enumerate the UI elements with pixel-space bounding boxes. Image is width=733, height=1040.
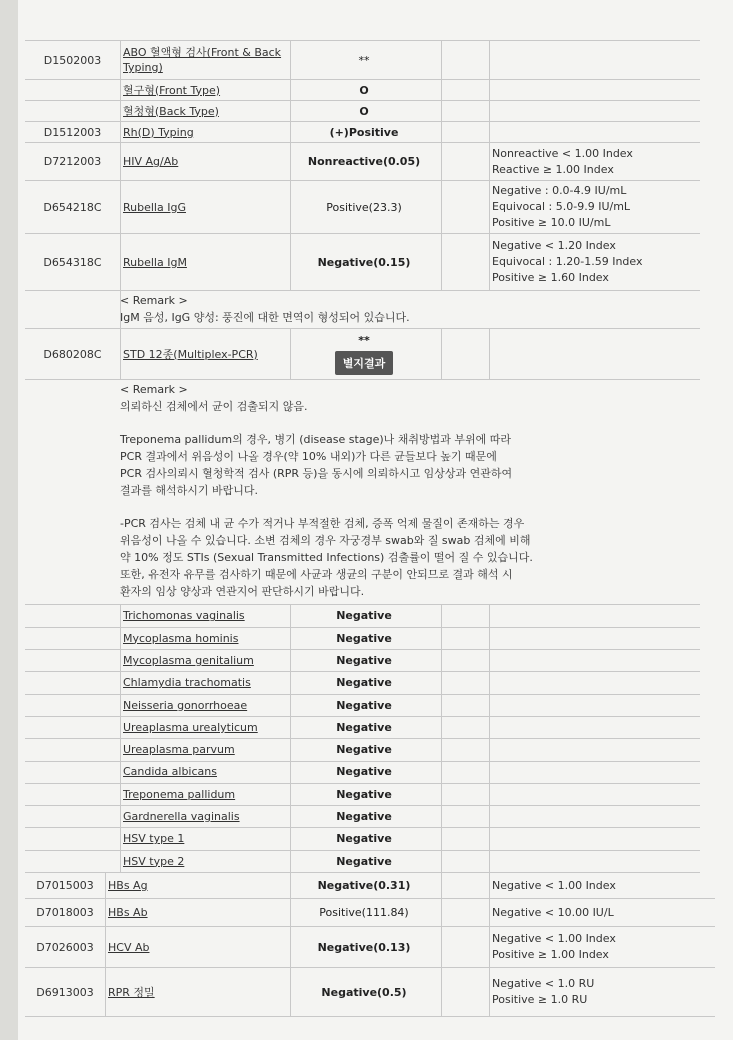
table-row (25, 41, 700, 80)
organism-result: Negative (287, 650, 442, 672)
organism-name[interactable]: Chlamydia trachomatis (123, 676, 251, 690)
test-result: ** (287, 41, 442, 79)
test-result: Nonreactive(0.05) (287, 143, 442, 180)
test-result: Positive(23.3) (287, 181, 442, 233)
reference-range: Negative < 10.00 IU/L (492, 905, 614, 919)
test-result: Negative(0.13) (287, 927, 442, 967)
organism-row (25, 627, 700, 650)
test-code: D7212003 (25, 143, 121, 180)
table-row (25, 101, 700, 122)
test-code: D7015003 (25, 873, 106, 898)
organism-row (25, 761, 700, 784)
organism-row (25, 605, 700, 628)
table-row (25, 899, 715, 927)
test-result: Negative(0.31) (287, 873, 442, 898)
test-result: ** (358, 333, 370, 347)
organism-result: Negative (287, 806, 442, 828)
organism-result: Negative (287, 739, 442, 761)
organism-result: Negative (287, 672, 442, 694)
remark-rubella: < Remark > IgM 음성, IgG 양성: 풍진에 대한 면역이 형성되어 있습니다. (120, 294, 410, 324)
test-name[interactable]: HBs Ab (108, 906, 148, 919)
organism-name[interactable]: Mycoplasma genitalium (123, 653, 254, 667)
reference-range: Negative : 0.0-4.9 IU/mL Equivocal : 5.0-9.9 IU/mL Positive ≥ 10.0 IU/mL (492, 184, 631, 229)
table-row (25, 143, 700, 181)
organism-name[interactable]: Neisseria gonorrhoeae (123, 698, 248, 712)
test-name[interactable]: HIV Ag/Ab (123, 155, 179, 168)
organism-result: Negative (287, 850, 442, 872)
table-row (25, 329, 700, 380)
organism-result: Negative (287, 627, 442, 649)
test-code: D1512003 (25, 122, 121, 142)
test-code (25, 80, 121, 100)
reference-range: Negative < 1.20 Index Equivocal : 1.20-1.59 Index Positive ≥ 1.60 Index (492, 239, 643, 284)
reference-range: Negative < 1.0 RU Positive ≥ 1.0 RU (492, 977, 595, 1006)
test-code: D654218C (25, 181, 121, 233)
table-row (25, 234, 700, 291)
organism-name[interactable]: Mycoplasma hominis (123, 631, 239, 645)
test-code: D680208C (25, 329, 121, 379)
organism-name[interactable]: Gardnerella vaginalis (123, 810, 240, 824)
test-result: Positive(111.84) (287, 899, 442, 926)
test-name[interactable]: RPR 정밀 (108, 985, 155, 999)
test-result: O (287, 101, 442, 121)
organism-row (25, 717, 700, 740)
reference-range: Nonreactive < 1.00 Index Reactive ≥ 1.00 Index (492, 146, 633, 176)
test-name[interactable]: 혈구형(Front Type) (123, 83, 221, 97)
test-code: D654318C (25, 234, 121, 290)
organism-result: Negative (287, 783, 442, 805)
table-row (25, 968, 715, 1017)
table-row (25, 873, 715, 899)
organism-row (25, 650, 700, 673)
organism-result: Negative (287, 717, 442, 739)
separate-result-button[interactable]: 별지결과 (335, 351, 394, 375)
organism-name[interactable]: Ureaplasma parvum (123, 743, 235, 757)
test-name[interactable]: Rubella IgM (123, 255, 187, 269)
test-code: D1502003 (25, 41, 121, 79)
organism-name[interactable]: HSV type 2 (123, 854, 185, 868)
organism-name[interactable]: Candida albicans (123, 765, 217, 779)
table-row (25, 181, 700, 234)
table-row (25, 122, 700, 143)
organism-row (25, 783, 700, 806)
organism-name[interactable]: Trichomonas vaginalis (123, 609, 245, 623)
organism-row (25, 828, 700, 851)
remark-std: < Remark > 의뢰하신 검체에서 균이 검출되지 않음. Treponema pallidum의 경우, 병기 (disease stage)나 채취방법과 부위에 따라 PCR 결과에서 위음성이 나올 경우(약 10% 내외)가 다른 균들보다 높기 때문에 PCR 검사의뢰시 혈청학적 검사 (RPR 등)을 동시에 의뢰하시고 임상상과 연관하여 결과를 해석하시기 바랍니다. -PCR 검사는 검체 내 균 수가 적거나 부적절한 검체, 증폭 억제 물질이 존재하는 경우 위음성이 나올 수 있습니다. 소변 검체의 경우 자궁경부 swab와 질 swab 검체에 비해 약 10% 정도 STIs (Sexual Transmitted Infections) 검출률이 떨어 질 수 있습니다. 또한, 유전자 유무를 검사하기 때문에 사균과 생균의 구분이 안되므로 결과 해석 시 환자의 임상 양상과 연관지어 판단하시기 바랍니다. (120, 383, 533, 598)
test-name[interactable]: HBs Ag (108, 879, 148, 892)
test-code: D7026003 (25, 927, 106, 967)
test-code: D7018003 (25, 899, 106, 926)
test-name[interactable]: HCV Ab (108, 940, 150, 954)
test-result: Negative(0.15) (287, 234, 442, 290)
test-name[interactable]: Rh(D) Typing (123, 125, 194, 139)
test-result: O (287, 80, 442, 100)
reference-range: Negative < 1.00 Index Positive ≥ 1.00 Index (492, 932, 616, 961)
test-code (25, 101, 121, 121)
organism-name[interactable]: HSV type 1 (123, 832, 185, 846)
test-code: D6913003 (25, 968, 106, 1016)
table-row (25, 927, 715, 968)
test-name[interactable]: ABO 혈액형 검사(Front & Back Typing) (123, 46, 282, 74)
test-name[interactable]: Rubella IgG (123, 200, 186, 214)
test-name[interactable]: STD 12종(Multiplex-PCR) (123, 347, 258, 361)
organism-result: Negative (287, 694, 442, 716)
organism-row (25, 694, 700, 717)
test-name[interactable]: 혈청형(Back Type) (123, 104, 219, 118)
reference-range: Negative < 1.00 Index (492, 878, 616, 892)
organism-row (25, 672, 700, 695)
organism-result: Negative (287, 605, 442, 627)
test-result: Negative(0.5) (287, 968, 442, 1016)
organism-row (25, 806, 700, 829)
organism-name[interactable]: Treponema pallidum (123, 787, 236, 801)
organism-result: Negative (287, 828, 442, 850)
organism-result: Negative (287, 761, 442, 783)
test-result: (+)Positive (287, 122, 442, 142)
organism-name[interactable]: Ureaplasma urealyticum (123, 720, 258, 734)
organism-row (25, 850, 700, 873)
table-row (25, 80, 700, 101)
organism-row (25, 739, 700, 762)
